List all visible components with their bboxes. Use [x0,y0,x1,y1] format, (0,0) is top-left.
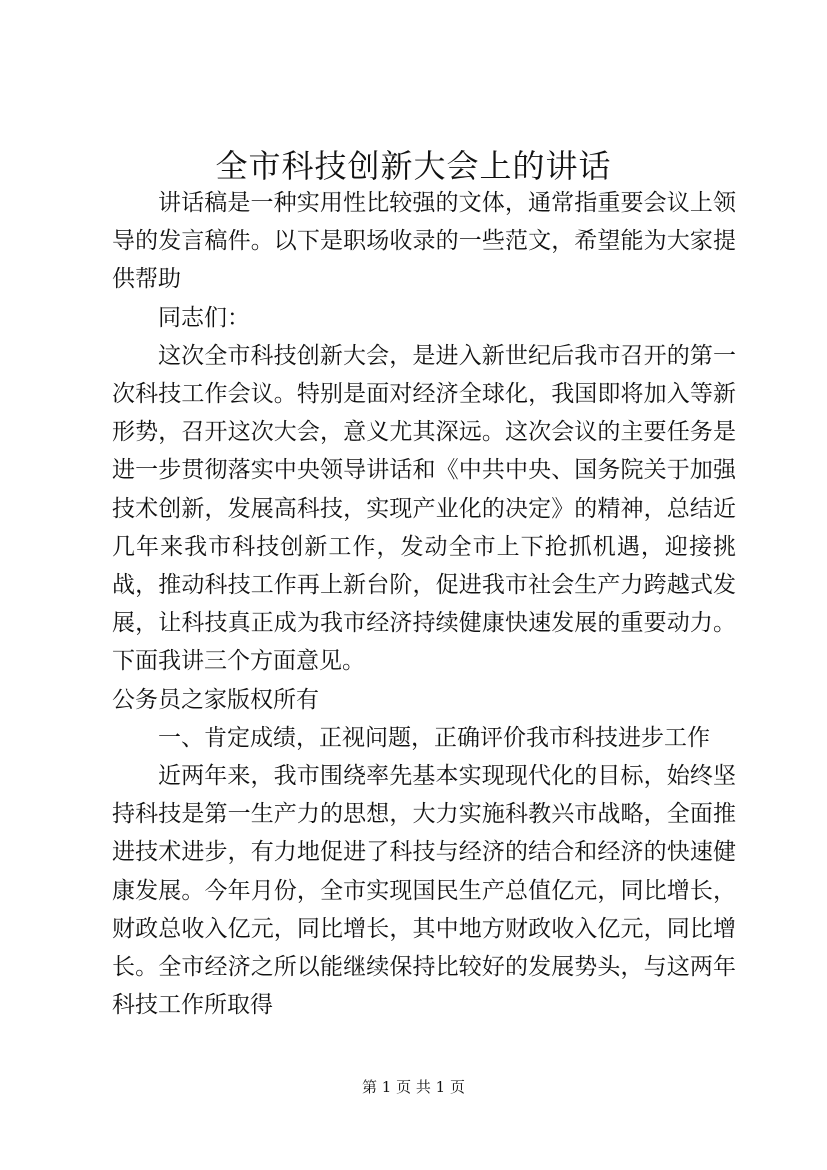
section-heading: 一、肯定成绩，正视问题，正确评价我市科技进步工作 [158,724,710,751]
intro-paragraph: 讲话稿是一种实用性比较强的文体，通常指重要会议上领导的发言稿件。以下是职场收录的一些范文，希望能为大家提供帮助 [112,190,736,293]
document-body [112,184,736,1024]
salutation-paragraph: 同志们： [158,304,250,331]
page-footer: 第 1 页 共 1 页 [362,1078,465,1096]
achievements-paragraph: 近两年来，我市围绕率先基本实现现代化的目标，始终坚持科技是第一生产力的思想，大力实施科教兴市战略，全面推进技术进步，有力地促进了科技与经济的结合和经济的快速健康发展。今年月份，全市实现国民生产总值亿元，同比增长，财政总收入亿元，同比增长，其中地方财政收入亿元，同比增长。全市经济之所以能继续保持比较好的发展势头，与这两年科技工作所取得 [112,763,736,1019]
opening-paragraph: 这次全市科技创新大会，是进入新世纪后我市召开的第一次科技工作会议。特别是面对经济全球化，我国即将加入等新形势，召开这次大会，意义尤其深远。这次会议的主要任务是进一步贯彻落实中央领导讲话和《中共中央、国务院关于加强技术创新，发展高科技，实现产业化的决定》的精神，总结近几年来我市科技创新工作，发动全市上下抢抓机遇，迎接挑战，推动科技工作再上新台阶，促进我市社会生产力跨越式发展，让科技真正成为我市经济持续健康快速发展的重要动力。下面我讲三个方面意见。 [112,342,736,675]
document-title: 全市科技创新大会上的讲话 [215,147,612,185]
copyright-line: 公务员之家版权所有 [112,686,319,713]
